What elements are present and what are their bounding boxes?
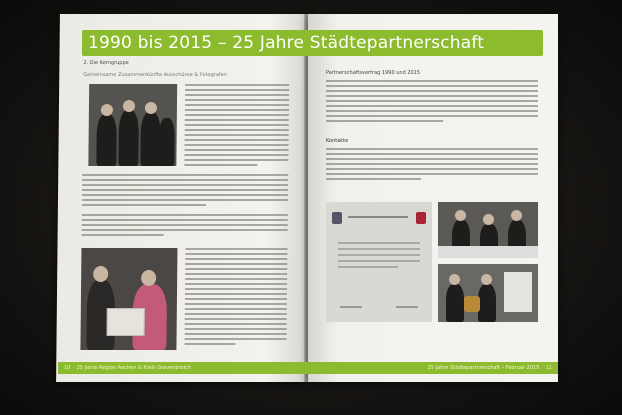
right-page [308, 14, 558, 382]
certificate-photo [326, 202, 432, 322]
right-subheading: Kontakte [326, 138, 349, 144]
right-footer-text: 25 Jahre Städtepartnerschaft – Februar 2015 [427, 365, 540, 371]
ceremony-photo [438, 264, 538, 322]
right-column-text-middle [326, 148, 538, 183]
right-column-heading: Partnerschaftsvertrag 1990 und 2015 [326, 70, 421, 76]
left-page [56, 14, 308, 382]
right-footer [308, 362, 558, 374]
signing-photo [438, 202, 538, 258]
left-column-text-top [184, 84, 289, 169]
left-footer-text: 25 Jahre Region Aachen & Kreis Grevenbroich [76, 365, 191, 371]
left-column-text-bottom [184, 248, 287, 348]
group-photo [88, 84, 177, 166]
left-footer [58, 362, 310, 374]
banner-title: 1990 bis 2015 – 25 Jahre Städtepartnerschaft [82, 30, 543, 56]
presentation-photo [80, 248, 177, 350]
open-booklet [58, 14, 558, 382]
section-heading: 2. Die Kerngruppe [83, 60, 129, 66]
left-column-text-middle [82, 174, 289, 239]
right-column-text-top [326, 80, 538, 125]
photo-caption: Gemeinsame Zusammenkünfte Ausschüsse & Fotografen [83, 72, 227, 78]
right-page-number: 11 [545, 365, 552, 371]
left-page-number: 10 [64, 365, 71, 371]
